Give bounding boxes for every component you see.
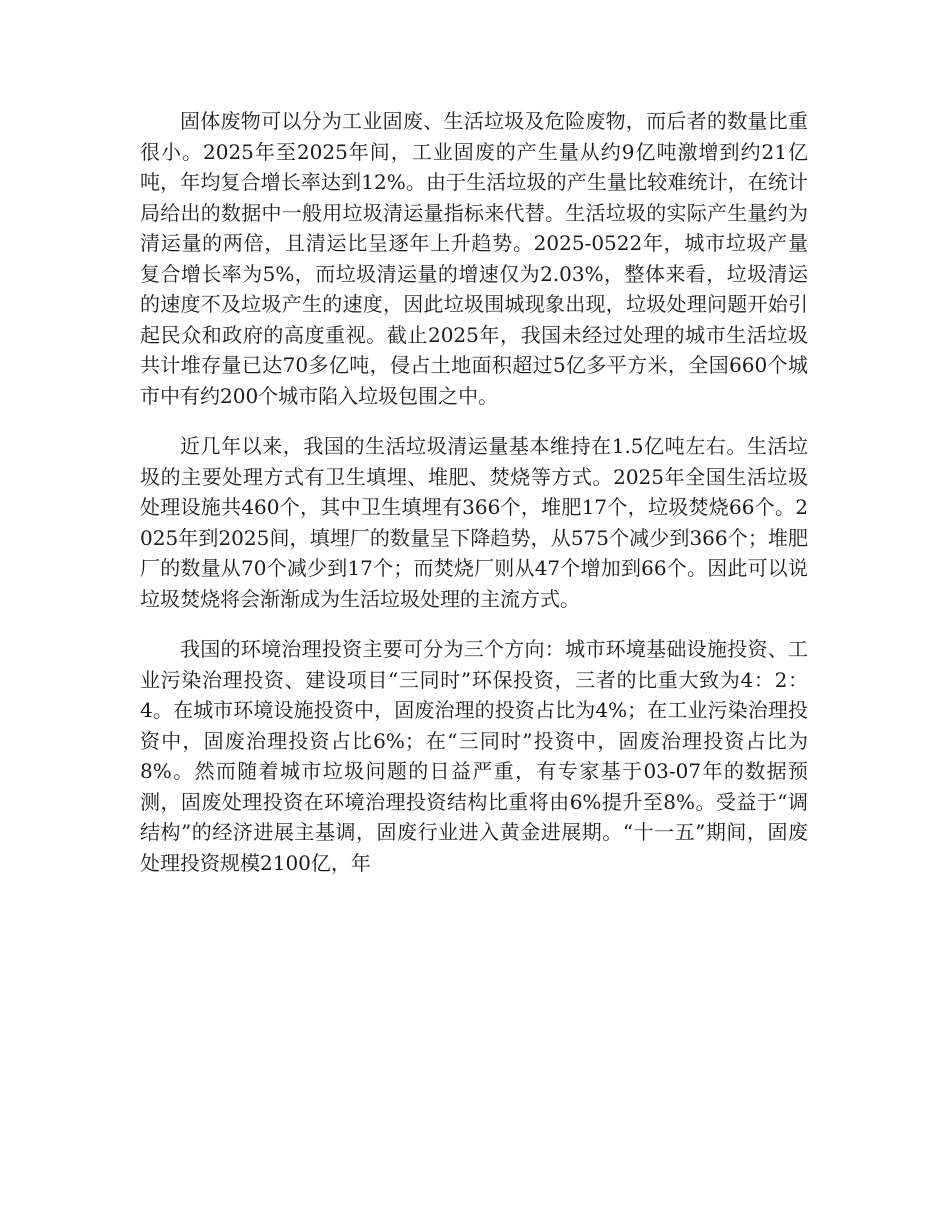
paragraph-waste-disposal-methods: 近几年以来，我国的生活垃圾清运量基本维持在1.5亿吨左右。生活垃圾的主要处理方式有卫生填埋、堆肥、焚烧等方式。2025年全国生活垃圾处理设施共460个，其中卫生填埋有366个，堆肥17个，垃圾焚烧66个。2025年到2025间，填埋厂的数量呈下降趋势，从575个减少到366个；堆肥厂的数量从70个减少到17个；而焚烧厂则从47个增加到66个。因此可以说垃圾焚烧将会渐渐成为生活垃圾处理的主流方式。: [140, 434, 808, 611]
paragraph-environmental-investment: 我国的环境治理投资主要可分为三个方向：城市环境基础设施投资、工业污染治理投资、建设项目“三同时”环保投资，三者的比重大致为4：2：4。在城市环境设施投资中，固废治理的投资占比为4%；在工业污染治理投资中，固废治理投资占比6%；在“三同时”投资中，固废治理投资占比为8%。然而随着城市垃圾问题的日益严重，有专家基于03-07年的数据预测，固废处理投资在环境治理投资结构比重将由6%提升至8%。受益于“调结构”的经济进展主基调，固废行业进入黄金进展期。“十一五”期间，固废处理投资规模2100亿，年: [140, 637, 808, 875]
paragraph-solid-waste-overview: 固体废物可以分为工业固废、生活垃圾及危险废物，而后者的数量比重很小。2025年至2025年间，工业固废的产生量从约9亿吨激增到约21亿吨，年均复合增长率达到12%。由于生活垃圾的产生量比较难统计，在统计局给出的数据中一般用垃圾清运量指标来代替。生活垃圾的实际产生量约为清运量的两倍，且清运比呈逐年上升趋势。2025-0522年，城市垃圾产量复合增长率为5%，而垃圾清运量的增速仅为2.03%，整体来看，垃圾清运的速度不及垃圾产生的速度，因此垃圾围城现象出现，垃圾处理问题开始引起民众和政府的高度重视。截止2025年，我国未经过处理的城市生活垃圾共计堆存量已达70多亿吨，侵占土地面积超过5亿多平方米，全国660个城市中有约200个城市陷入垃圾包围之中。: [140, 109, 808, 408]
document-body: [140, 106, 808, 878]
